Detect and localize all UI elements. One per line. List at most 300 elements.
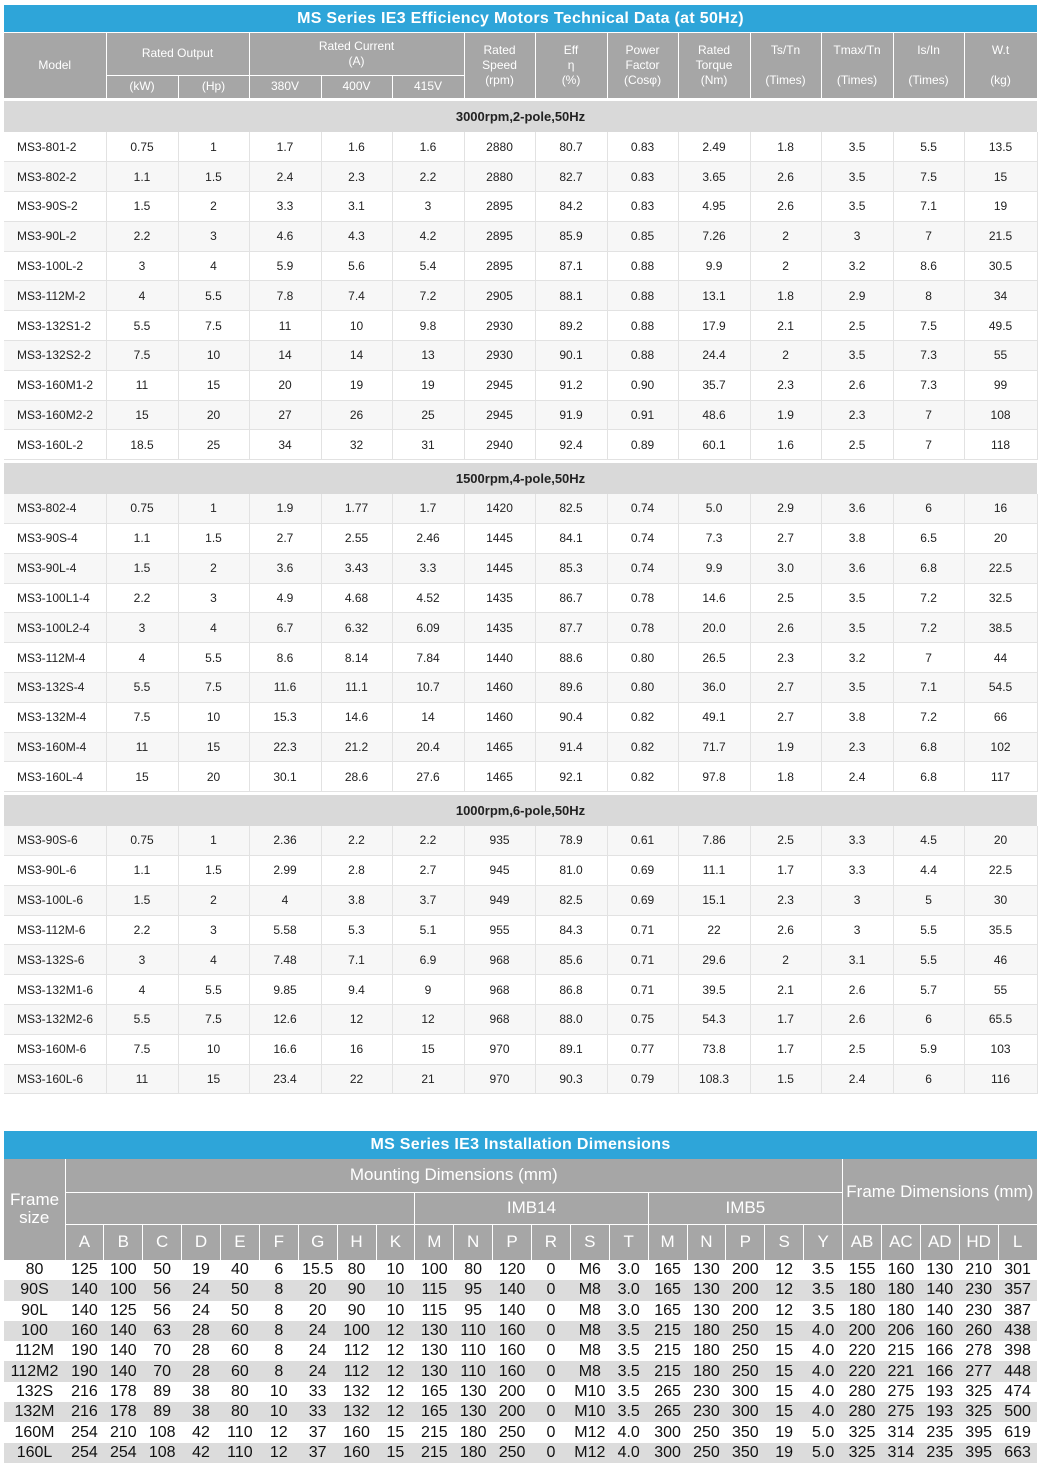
dim-column-header: P xyxy=(726,1224,765,1260)
data-cell: 35.7 xyxy=(678,370,750,400)
data-cell: 3.3 xyxy=(821,856,893,886)
table-row xyxy=(4,311,1037,341)
dim-cell: 325 xyxy=(843,1422,882,1442)
table-row xyxy=(4,975,1037,1005)
data-cell: 7.2 xyxy=(893,583,964,613)
dim-cell: 130 xyxy=(415,1321,454,1341)
data-cell: 22.5 xyxy=(964,553,1037,583)
dim-cell: 200 xyxy=(493,1382,532,1402)
dim-cell: 165 xyxy=(415,1382,454,1402)
dim-cell: 254 xyxy=(104,1443,143,1463)
data-cell: 2.9 xyxy=(750,494,821,524)
data-cell: 1420 xyxy=(464,494,535,524)
data-cell: 6.8 xyxy=(893,553,964,583)
table-row xyxy=(4,643,1037,673)
data-cell: 12.6 xyxy=(249,1005,321,1035)
dim-cell: 300 xyxy=(726,1402,765,1422)
data-cell: 0.75 xyxy=(607,1005,678,1035)
dim-cell: 0 xyxy=(532,1443,571,1463)
dim-cell: 24 xyxy=(298,1321,337,1341)
data-cell: 7.5 xyxy=(178,311,249,341)
dim-cell: 10 xyxy=(259,1382,298,1402)
data-cell: 4.68 xyxy=(321,583,392,613)
data-cell: 22 xyxy=(678,915,750,945)
data-cell: 3.2 xyxy=(821,251,893,281)
data-cell: 2 xyxy=(750,945,821,975)
dim-cell: 215 xyxy=(415,1422,454,1442)
dim-column-header: P xyxy=(493,1224,532,1260)
data-cell: 2.2 xyxy=(321,826,392,856)
data-cell: 1.6 xyxy=(321,132,392,162)
data-cell: 97.8 xyxy=(678,762,750,792)
data-cell: 1.5 xyxy=(178,162,249,192)
dim-cell: 220 xyxy=(843,1361,882,1381)
dim-cell: M12 xyxy=(570,1422,609,1442)
dim-cell: 180 xyxy=(687,1361,726,1381)
frame-size-cell: 160M xyxy=(4,1422,65,1442)
table-row xyxy=(4,945,1037,975)
data-cell: 3.3 xyxy=(821,826,893,856)
col-imb14: IMB14 xyxy=(415,1192,648,1224)
col-380v: 380V xyxy=(249,75,321,98)
data-cell: 99 xyxy=(964,370,1037,400)
dim-cell: 130 xyxy=(687,1260,726,1280)
dim-cell: 0 xyxy=(532,1382,571,1402)
data-cell: 1.5 xyxy=(178,524,249,554)
data-cell: 0.74 xyxy=(607,553,678,583)
data-cell: 14 xyxy=(392,702,464,732)
data-cell: 4 xyxy=(106,643,178,673)
dim-column-header: D xyxy=(182,1224,221,1260)
dim-cell: 115 xyxy=(415,1301,454,1321)
dim-cell: 0 xyxy=(532,1280,571,1300)
data-cell: 0.89 xyxy=(607,430,678,460)
dim-cell: 254 xyxy=(65,1443,104,1463)
dim-cell: 180 xyxy=(454,1422,493,1442)
dim-cell: 235 xyxy=(920,1443,959,1463)
table-row xyxy=(4,553,1037,583)
table-row xyxy=(4,132,1037,162)
table-row xyxy=(4,1260,1037,1280)
dim-cell: 10 xyxy=(376,1280,415,1300)
data-cell: 0.71 xyxy=(607,915,678,945)
data-cell: 88.0 xyxy=(535,1005,607,1035)
data-cell: 5 xyxy=(893,885,964,915)
table-row xyxy=(4,162,1037,192)
data-cell: 3.1 xyxy=(321,192,392,222)
dim-cell: 160 xyxy=(65,1321,104,1341)
dim-cell: 3.0 xyxy=(609,1280,648,1300)
data-cell: 78.9 xyxy=(535,826,607,856)
data-cell: 11 xyxy=(106,370,178,400)
data-cell: 89.1 xyxy=(535,1034,607,1064)
dim-cell: 56 xyxy=(143,1301,182,1321)
data-cell: 1.7 xyxy=(392,494,464,524)
data-cell: 2905 xyxy=(464,281,535,311)
table-row xyxy=(4,1301,1037,1321)
dim-column-header: B xyxy=(104,1224,143,1260)
dim-cell: 663 xyxy=(998,1443,1037,1463)
dim-cell: 89 xyxy=(143,1382,182,1402)
dim-cell: 125 xyxy=(104,1301,143,1321)
model-cell: MS3-132S-4 xyxy=(4,673,106,703)
dim-cell: 70 xyxy=(143,1361,182,1381)
data-cell: 13.1 xyxy=(678,281,750,311)
data-cell: 10 xyxy=(178,702,249,732)
model-cell: MS3-160L-6 xyxy=(4,1064,106,1094)
data-cell: 3.1 xyxy=(821,945,893,975)
dim-cell: 215 xyxy=(881,1341,920,1361)
data-cell: 7 xyxy=(893,400,964,430)
data-cell: 2930 xyxy=(464,311,535,341)
data-cell: 968 xyxy=(464,975,535,1005)
dim-cell: 619 xyxy=(998,1422,1037,1442)
dim-column-header: A xyxy=(65,1224,104,1260)
data-cell: 1.8 xyxy=(750,132,821,162)
data-cell: 2.2 xyxy=(106,583,178,613)
dim-cell: 4.0 xyxy=(804,1382,843,1402)
dim-cell: 200 xyxy=(493,1402,532,1422)
data-cell: 2895 xyxy=(464,251,535,281)
data-cell: 32.5 xyxy=(964,583,1037,613)
data-cell: 2.5 xyxy=(750,583,821,613)
dim-cell: 160 xyxy=(337,1422,376,1442)
data-cell: 2895 xyxy=(464,221,535,251)
dim-cell: 63 xyxy=(143,1321,182,1341)
dim-cell: 8 xyxy=(259,1361,298,1381)
dim-cell: 12 xyxy=(376,1361,415,1381)
dim-cell: 3.5 xyxy=(609,1341,648,1361)
data-cell: 2.7 xyxy=(392,856,464,886)
data-cell: 0.78 xyxy=(607,613,678,643)
data-cell: 15 xyxy=(392,1034,464,1064)
dim-cell: 56 xyxy=(143,1280,182,1300)
dim-cell: 19 xyxy=(765,1443,804,1463)
data-cell: 1 xyxy=(178,132,249,162)
data-cell: 6.32 xyxy=(321,613,392,643)
dim-cell: 50 xyxy=(143,1260,182,1280)
dim-cell: 160 xyxy=(881,1260,920,1280)
data-cell: 8.6 xyxy=(249,643,321,673)
data-cell: 11 xyxy=(106,1064,178,1094)
dim-cell: 140 xyxy=(920,1301,959,1321)
dim-cell: 325 xyxy=(959,1402,998,1422)
table-row xyxy=(4,1402,1037,1422)
data-cell: 1.5 xyxy=(106,192,178,222)
data-cell: 85.6 xyxy=(535,945,607,975)
data-cell: 15.1 xyxy=(678,885,750,915)
dim-cell: 180 xyxy=(843,1280,882,1300)
table-row xyxy=(4,613,1037,643)
data-cell: 20 xyxy=(964,826,1037,856)
data-cell: 15.3 xyxy=(249,702,321,732)
model-cell: MS3-100L-6 xyxy=(4,885,106,915)
dim-cell: 275 xyxy=(881,1402,920,1422)
data-cell: 89.6 xyxy=(535,673,607,703)
dim-column-header: C xyxy=(143,1224,182,1260)
data-cell: 12 xyxy=(392,1005,464,1035)
table-row xyxy=(4,1064,1037,1094)
data-cell: 7.8 xyxy=(249,281,321,311)
dim-cell: 130 xyxy=(687,1301,726,1321)
data-cell: 3.5 xyxy=(821,583,893,613)
data-cell: 25 xyxy=(178,430,249,460)
dim-cell: 15 xyxy=(765,1341,804,1361)
dim-column-header: HD xyxy=(959,1224,998,1260)
data-cell: 2.36 xyxy=(249,826,321,856)
dim-cell: 200 xyxy=(726,1280,765,1300)
dim-cell: 42 xyxy=(182,1422,221,1442)
model-cell: MS3-801-2 xyxy=(4,132,106,162)
dim-cell: 90 xyxy=(337,1280,376,1300)
dim-cell: 230 xyxy=(687,1402,726,1422)
table-row xyxy=(4,856,1037,886)
dim-cell: 0 xyxy=(532,1301,571,1321)
data-cell: 7.5 xyxy=(893,311,964,341)
data-cell: 0.80 xyxy=(607,673,678,703)
data-cell: 7 xyxy=(893,643,964,673)
data-cell: 60.1 xyxy=(678,430,750,460)
dim-cell: 5.0 xyxy=(804,1443,843,1463)
dim-cell: 250 xyxy=(726,1341,765,1361)
data-cell: 54.3 xyxy=(678,1005,750,1035)
data-cell: 89.2 xyxy=(535,311,607,341)
data-cell: 3.3 xyxy=(392,553,464,583)
data-cell: 66 xyxy=(964,702,1037,732)
data-cell: 1.7 xyxy=(750,856,821,886)
data-cell: 91.9 xyxy=(535,400,607,430)
data-cell: 30.5 xyxy=(964,251,1037,281)
dim-cell: 24 xyxy=(298,1341,337,1361)
dim-column-header: Y xyxy=(804,1224,843,1260)
data-cell: 82.5 xyxy=(535,494,607,524)
dim-cell: 12 xyxy=(765,1301,804,1321)
data-cell: 3.6 xyxy=(821,494,893,524)
dim-cell: 10 xyxy=(376,1301,415,1321)
dim-cell: 38 xyxy=(182,1382,221,1402)
dim-cell: M8 xyxy=(570,1341,609,1361)
data-cell: 1.9 xyxy=(750,732,821,762)
dim-cell: 180 xyxy=(687,1341,726,1361)
table-row xyxy=(4,281,1037,311)
frame-size-cell: 90S xyxy=(4,1280,65,1300)
data-cell: 0.88 xyxy=(607,281,678,311)
dim-cell: 115 xyxy=(415,1280,454,1300)
data-cell: 4.3 xyxy=(321,221,392,251)
dim-cell: 250 xyxy=(493,1443,532,1463)
data-cell: 22.5 xyxy=(964,856,1037,886)
data-cell: 3.5 xyxy=(821,162,893,192)
dim-cell: 130 xyxy=(687,1280,726,1300)
data-cell: 1.1 xyxy=(106,162,178,192)
dim-cell: 140 xyxy=(65,1301,104,1321)
frame-size-cell: 90L xyxy=(4,1301,65,1321)
dim-cell: 230 xyxy=(687,1382,726,1402)
frame-size-cell: 100 xyxy=(4,1321,65,1341)
data-cell: 3 xyxy=(392,192,464,222)
dim-cell: 250 xyxy=(726,1361,765,1381)
dim-cell: 4.0 xyxy=(804,1361,843,1381)
table-row xyxy=(4,341,1037,371)
data-cell: 2.3 xyxy=(321,162,392,192)
data-cell: 108.3 xyxy=(678,1064,750,1094)
dim-cell: 89 xyxy=(143,1402,182,1422)
data-cell: 11.1 xyxy=(321,673,392,703)
data-cell: 2.1 xyxy=(750,311,821,341)
data-cell: 7.5 xyxy=(893,162,964,192)
dim-cell: 15 xyxy=(765,1402,804,1422)
dim-cell: 3.5 xyxy=(609,1402,648,1422)
data-cell: 4 xyxy=(249,885,321,915)
data-cell: 3.8 xyxy=(821,524,893,554)
data-cell: 1445 xyxy=(464,524,535,554)
data-cell: 1460 xyxy=(464,673,535,703)
data-cell: 2.99 xyxy=(249,856,321,886)
dim-cell: 193 xyxy=(920,1402,959,1422)
data-cell: 20.4 xyxy=(392,732,464,762)
data-cell: 945 xyxy=(464,856,535,886)
frame-size-cell: 112M2 xyxy=(4,1361,65,1381)
data-cell: 0.90 xyxy=(607,370,678,400)
data-cell: 3 xyxy=(178,221,249,251)
model-cell: MS3-90S-4 xyxy=(4,524,106,554)
data-cell: 3.0 xyxy=(750,553,821,583)
data-cell: 2 xyxy=(750,221,821,251)
data-cell: 32 xyxy=(321,430,392,460)
model-cell: MS3-112M-6 xyxy=(4,915,106,945)
data-cell: 1.5 xyxy=(106,885,178,915)
col-kw: (kW) xyxy=(106,75,178,98)
data-cell: 5.6 xyxy=(321,251,392,281)
data-cell: 2940 xyxy=(464,430,535,460)
data-cell: 49.1 xyxy=(678,702,750,732)
dim-cell: 254 xyxy=(65,1422,104,1442)
data-cell: 1435 xyxy=(464,583,535,613)
data-cell: 1435 xyxy=(464,613,535,643)
dim-cell: 357 xyxy=(998,1280,1037,1300)
data-cell: 8 xyxy=(893,281,964,311)
data-cell: 2.6 xyxy=(750,162,821,192)
data-cell: 2 xyxy=(750,251,821,281)
data-cell: 7.5 xyxy=(106,1034,178,1064)
data-cell: 4 xyxy=(178,251,249,281)
data-cell: 1.1 xyxy=(106,856,178,886)
dim-cell: 4.0 xyxy=(609,1443,648,1463)
data-cell: 2895 xyxy=(464,192,535,222)
data-cell: 5.4 xyxy=(392,251,464,281)
dim-cell: 8 xyxy=(259,1301,298,1321)
dim-cell: 100 xyxy=(104,1280,143,1300)
dim-cell: 180 xyxy=(454,1443,493,1463)
data-cell: 5.9 xyxy=(249,251,321,281)
data-cell: 14 xyxy=(249,341,321,371)
frame-size-cell: 80 xyxy=(4,1260,65,1280)
data-cell: 0.74 xyxy=(607,524,678,554)
data-cell: 7.4 xyxy=(321,281,392,311)
data-cell: 12 xyxy=(321,1005,392,1035)
model-cell: MS3-112M-4 xyxy=(4,643,106,673)
data-cell: 84.2 xyxy=(535,192,607,222)
dim-cell: 60 xyxy=(221,1321,260,1341)
data-cell: 20 xyxy=(178,400,249,430)
data-cell: 27.6 xyxy=(392,762,464,792)
model-cell: MS3-90L-6 xyxy=(4,856,106,886)
data-cell: 9.9 xyxy=(678,553,750,583)
data-cell: 1.8 xyxy=(750,281,821,311)
dim-cell: 300 xyxy=(648,1443,687,1463)
data-cell: 0.88 xyxy=(607,341,678,371)
data-cell: 6 xyxy=(893,494,964,524)
data-cell: 2.7 xyxy=(750,524,821,554)
data-cell: 7.5 xyxy=(178,673,249,703)
data-cell: 3.43 xyxy=(321,553,392,583)
data-cell: 2.8 xyxy=(321,856,392,886)
data-cell: 22 xyxy=(321,1064,392,1094)
data-cell: 5.5 xyxy=(178,281,249,311)
dim-cell: 12 xyxy=(376,1321,415,1341)
data-cell: 18.5 xyxy=(106,430,178,460)
dim-cell: M12 xyxy=(570,1443,609,1463)
data-cell: 13.5 xyxy=(964,132,1037,162)
dim-column-header: S xyxy=(765,1224,804,1260)
data-cell: 71.7 xyxy=(678,732,750,762)
data-cell: 6.8 xyxy=(893,762,964,792)
dim-cell: 314 xyxy=(881,1422,920,1442)
data-cell: 11.1 xyxy=(678,856,750,886)
table-row xyxy=(4,885,1037,915)
dim-cell: 4.0 xyxy=(804,1402,843,1422)
model-cell: MS3-90L-2 xyxy=(4,221,106,251)
col-model: Model xyxy=(4,33,106,98)
data-cell: 5.5 xyxy=(178,643,249,673)
dim-cell: 132 xyxy=(337,1402,376,1422)
data-cell: 20 xyxy=(964,524,1037,554)
dim-cell: 190 xyxy=(65,1361,104,1381)
data-cell: 2.3 xyxy=(750,643,821,673)
dim-cell: 140 xyxy=(493,1280,532,1300)
dim-cell: 300 xyxy=(726,1382,765,1402)
dim-cell: 500 xyxy=(998,1402,1037,1422)
data-cell: 10 xyxy=(321,311,392,341)
data-cell: 4.9 xyxy=(249,583,321,613)
dim-cell: 130 xyxy=(415,1341,454,1361)
table-row xyxy=(4,1034,1037,1064)
data-cell: 15 xyxy=(106,762,178,792)
table-row xyxy=(4,1422,1037,1442)
dim-cell: 215 xyxy=(415,1443,454,1463)
dim-cell: 15 xyxy=(765,1321,804,1341)
data-cell: 15 xyxy=(964,162,1037,192)
col-imb5: IMB5 xyxy=(648,1192,842,1224)
model-cell: MS3-132S2-2 xyxy=(4,341,106,371)
dim-cell: 3.5 xyxy=(804,1260,843,1280)
dim-cell: 301 xyxy=(998,1260,1037,1280)
data-cell: 11 xyxy=(106,732,178,762)
dim-cell: 132 xyxy=(337,1382,376,1402)
data-cell: 5.1 xyxy=(392,915,464,945)
data-cell: 970 xyxy=(464,1034,535,1064)
dim-cell: 448 xyxy=(998,1361,1037,1381)
frame-size-cell: 160L xyxy=(4,1443,65,1463)
dim-cell: 130 xyxy=(415,1361,454,1381)
dim-cell: 20 xyxy=(298,1301,337,1321)
dim-cell: 193 xyxy=(920,1382,959,1402)
data-cell: 39.5 xyxy=(678,975,750,1005)
dim-cell: 210 xyxy=(959,1260,998,1280)
data-cell: 31 xyxy=(392,430,464,460)
dim-cell: 12 xyxy=(765,1260,804,1280)
dim-cell: 160 xyxy=(493,1321,532,1341)
